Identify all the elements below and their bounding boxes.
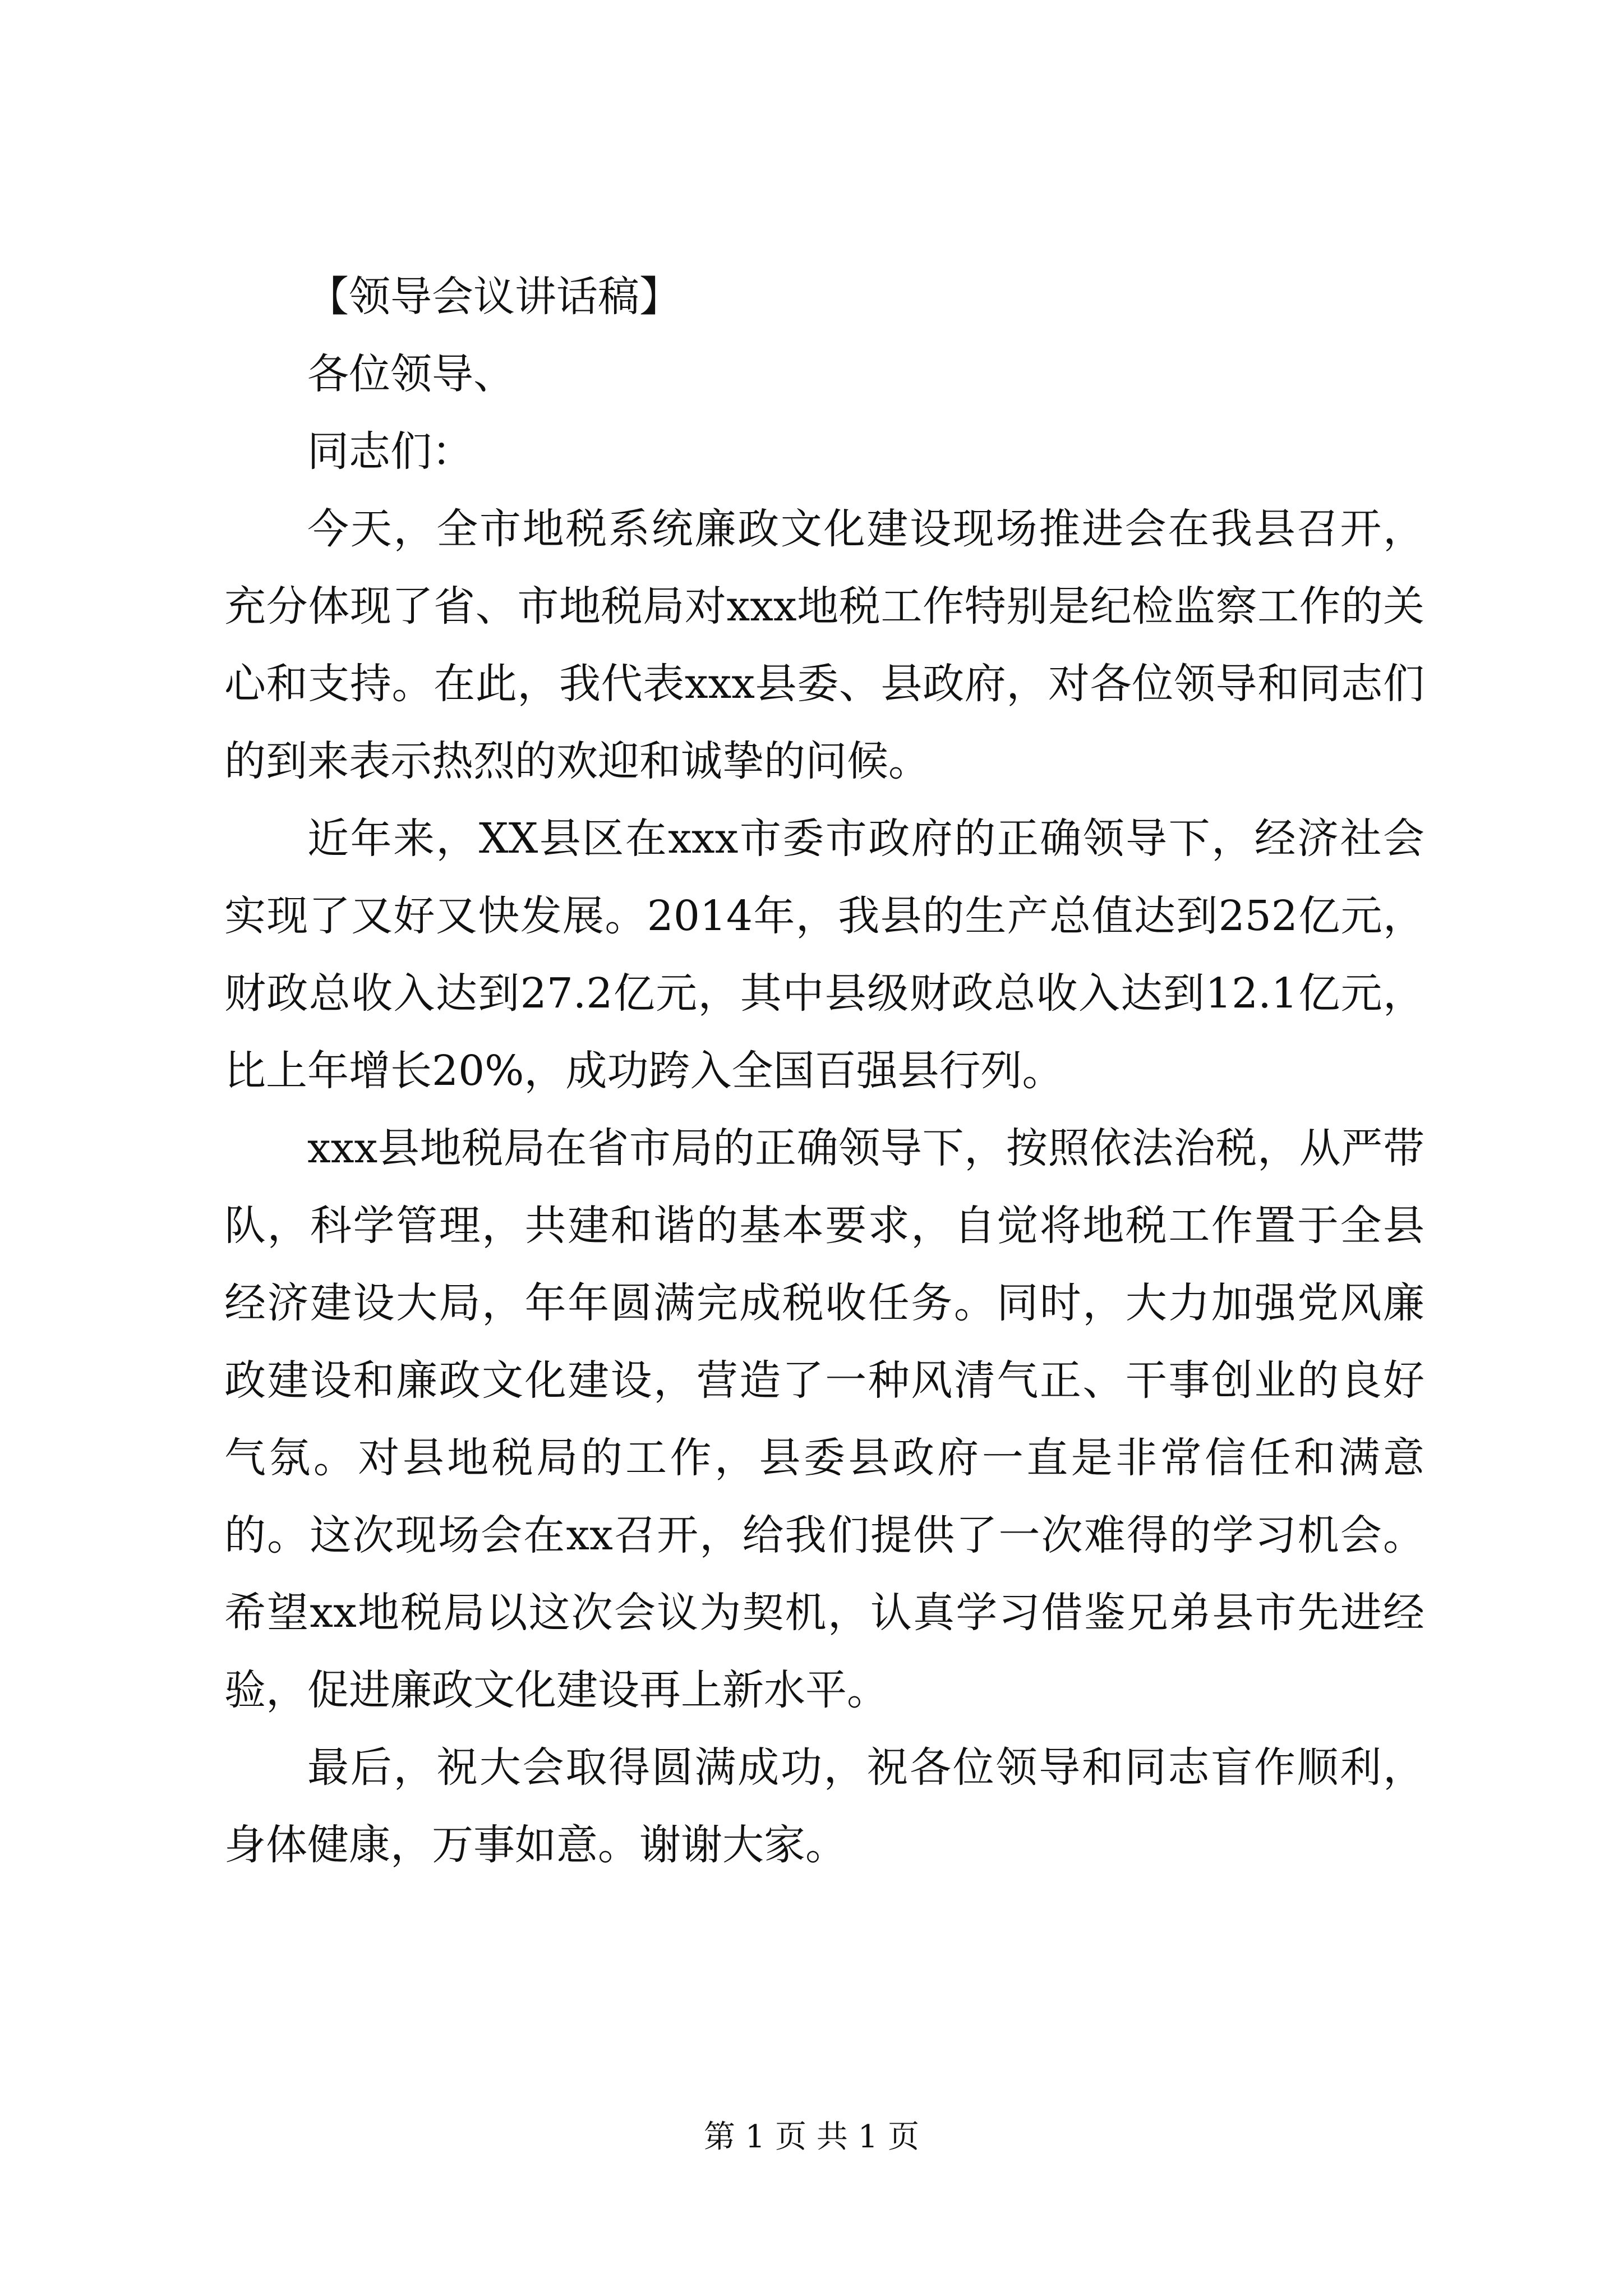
paragraph-welcome: 今天，全市地税系统廉政文化建设现场推进会在我县召开，充分体现了省、市地税局对xxx地税工作特别是纪检监察工作的关心和支持。在此，我代表xxx县委、县政府，对各位领导和同志们的到来表示热烈的欢迎和诚挚的问候。 (224, 505, 1424, 785)
document-heading: 【领导会议讲话稿】 (307, 273, 681, 321)
paragraph-closing: 最后，祝大会取得圆满成功，祝各位领导和同志盲作顺利，身体健康，万事如意。谢谢大家。 (224, 1743, 1424, 1869)
paragraph-tax-bureau: xxx县地税局在省市局的正确领导下，按照依法治税，从严带队，科学管理，共建和谐的基本要求，自觉将地税工作置于全县经济建设大局，年年圆满完成税收任务。同时，大力加强党风廉政建设和廉政文化建设，营造了一种风清气正、干事创业的良好气氛。对县地税局的工作，县委县政府一直是非常信任和满意的。这次现场会在xx召开，给我们提供了一次难得的学习机会。希望xx地税局以这次会议为契机，认真学习借鉴兄弟县市先进经验，促进廉政文化建设再上新水平。 (224, 1124, 1424, 1714)
salutation-comrades: 同志们： (307, 427, 473, 476)
page-number-footer: 第 1 页 共 1 页 (703, 2119, 920, 2155)
salutation-leaders: 各位领导、 (307, 350, 515, 398)
document-body (224, 258, 1424, 1884)
paragraph-development: 近年来，XX县区在xxx市委市政府的正确领导下，经济社会实现了又好又快发展。2014年，我县的生产总值达到252亿元，财政总收入达到27.2亿元，其中县级财政总收入达到12.1亿元，比上年增长20%，成功跨入全国百强县行列。 (224, 815, 1424, 1095)
